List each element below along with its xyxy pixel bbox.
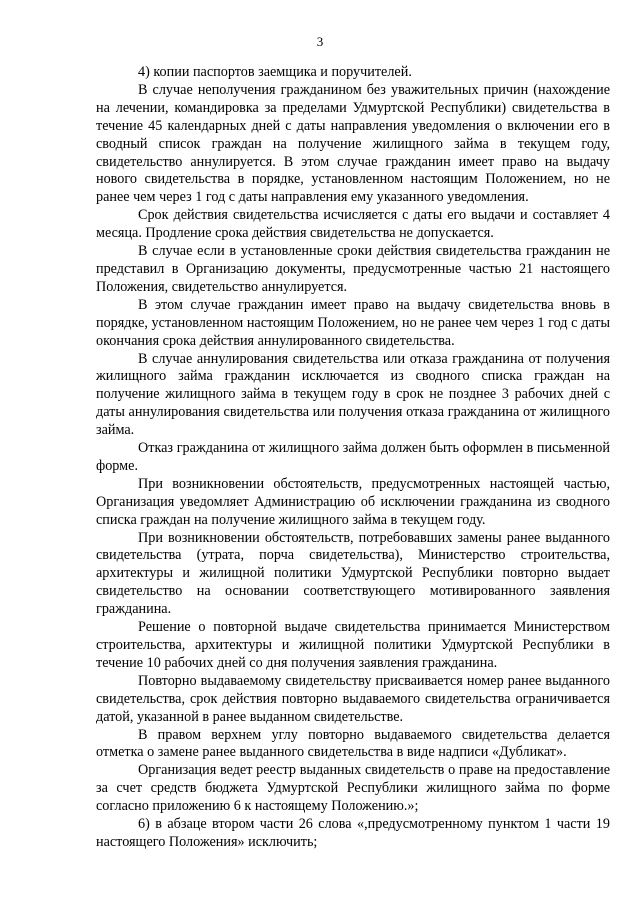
- paragraph: 4) копии паспортов заемщика и поручителей.: [138, 64, 412, 80]
- paragraph: 6) в абзаце втором части 26 слова «,предусмотренному пунктом 1 части 19 настоящего Положения» исключить;: [96, 816, 610, 850]
- paragraph: При возникновении обстоятельств, предусмотренных настоящей частью, Организация уведомляет Администрацию об исключении гражданина из сводного списка граждан на получение жилищного займа в текущем году.: [96, 475, 610, 528]
- paragraph: Организация ведет реестр выданных свидетельств о праве на предоставление за счет средств бюджета Удмуртской Республики жилищного займа по форме согласно приложению 6 к настоящему Положению.»;: [96, 762, 610, 815]
- paragraph: Срок действия свидетельства исчисляется с даты его выдачи и составляет 4 месяца. Продление срока действия свидетельства не допускается.: [96, 207, 610, 242]
- paragraph: Решение о повторной выдаче свидетельства принимается Министерством строительства, архитектуры и жилищной политики Удмуртской Республики в течение 10 рабочих дней со дня получения заявления гражданина.: [96, 619, 610, 671]
- document-body: [96, 64, 610, 852]
- paragraph: Отказ гражданина от жилищного займа должен быть оформлен в письменной форме.: [96, 440, 610, 474]
- paragraph: В случае аннулирования свидетельства или отказа гражданина от получения жилищного займа гражданин исключается из сводного списка граждан на получение жилищного займа в текущем году в срок не позднее 3 рабочих дней с даты аннулирования свидетельства или получения отказа гражданина от жилищного займа.: [96, 350, 610, 439]
- paragraph: В случае неполучения гражданином без уважительных причин (нахождение на лечении, командировка за пределами Удмуртской Республики) свидетельства в течение 45 календарных дней с даты направления уведомления о включении его в сводный список граждан на получение жилищного займа в текущем году, свидетельство аннулируется. В этом случае гражданин имеет право на выдачу нового свидетельства в порядке, установленном настоящим Положением, но не ранее чем через 1 год с даты направления ему указанного уведомления.: [96, 81, 610, 206]
- paragraph: Повторно выдаваемому свидетельству присваивается номер ранее выданного свидетельства, срок действия повторно выдаваемого свидетельства ограничивается датой, указанной в ранее выданном свидетельстве.: [96, 672, 610, 725]
- paragraph: В случае если в установленные сроки действия свидетельства гражданин не представил в Организацию документы, предусмотренные частью 21 настоящего Положения, свидетельство аннулируется.: [96, 243, 610, 295]
- paragraph: В правом верхнем углу повторно выдаваемого свидетельства делается отметка о замене ранее выданного свидетельства в виде надписи «Дубликат».: [96, 726, 610, 761]
- paragraph: При возникновении обстоятельств, потребовавших замены ранее выданного свидетельства (утрата, порча свидетельства), Министерство строительства, архитектуры и жилищной политики Удмуртской Республики повторно выдает свидетельство на основании соответствующего мотивированного заявления гражданина.: [96, 529, 610, 618]
- paragraph: В этом случае гражданин имеет право на выдачу свидетельства вновь в порядке, установленном настоящим Положением, но не ранее чем через 1 год с даты окончания срока действия аннулированного свидетельства.: [96, 296, 610, 349]
- page-number: 3: [316, 34, 324, 49]
